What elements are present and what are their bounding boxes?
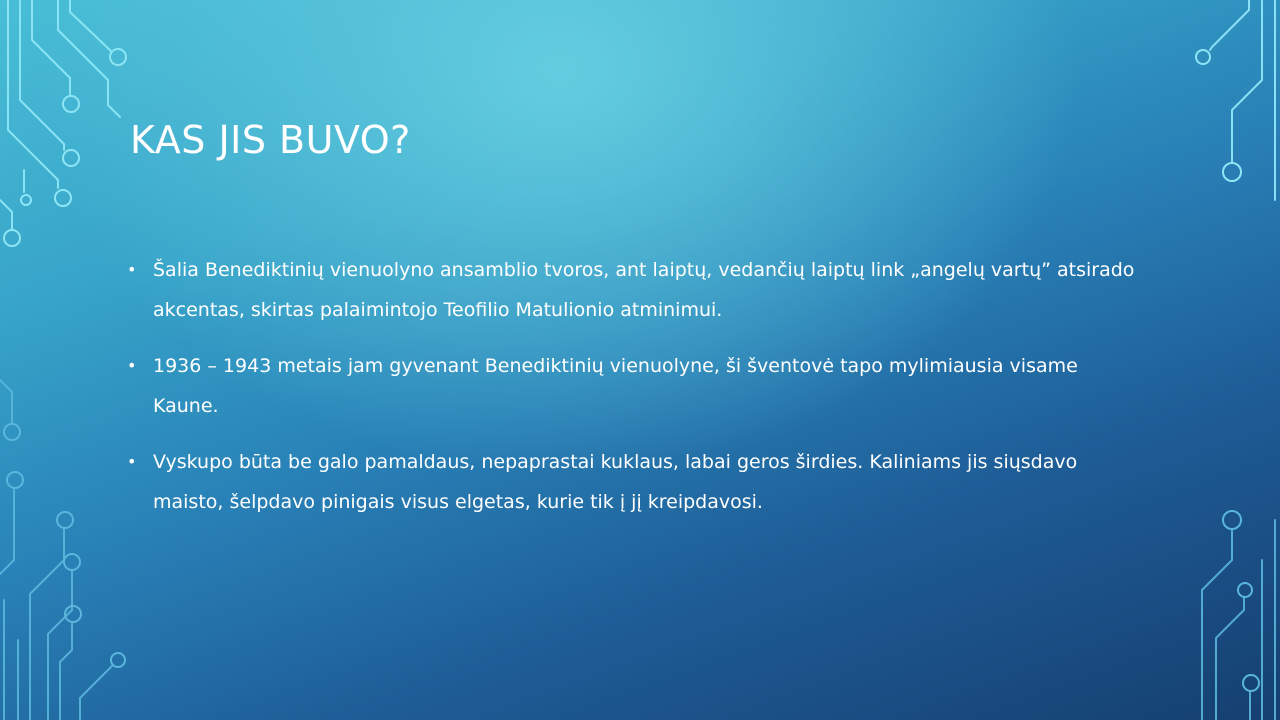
circuit-top-left bbox=[0, 0, 126, 246]
bullet-item bbox=[127, 442, 1147, 522]
bullet-text: Šalia Benediktinių vienuolyno ansamblio tvoros, ant laiptų, vedančių laiptų link „angelų vartų” atsirado akcentas, skirtas palaimintojo Teofilio Matulionio atminimui. bbox=[153, 259, 1135, 321]
bullet-marker: • bbox=[127, 260, 137, 279]
circuit-top-right bbox=[1196, 0, 1275, 200]
bullet-marker: • bbox=[127, 452, 137, 471]
bullet-text: Vyskupo būta be galo pamaldaus, nepaprastai kuklaus, labai geros širdies. Kaliniams jis siųsdavo maisto, šelpdavo pinigais visus elgetas, kurie tik į jį kreipdavosi. bbox=[153, 451, 1078, 513]
circuit-bottom-right bbox=[1202, 511, 1275, 720]
bullet-text: 1936 – 1943 metais jam gyvenant Benediktinių vienuolyne, ši šventovė tapo mylimiausia visame Kaune. bbox=[153, 355, 1078, 417]
bullet-item bbox=[127, 250, 1147, 330]
slide-title: KAS JIS BUVO? bbox=[130, 118, 411, 162]
bullet-list bbox=[127, 250, 1147, 538]
circuit-bottom-left bbox=[0, 380, 125, 720]
bullet-marker: • bbox=[127, 356, 137, 375]
bullet-item bbox=[127, 346, 1147, 426]
